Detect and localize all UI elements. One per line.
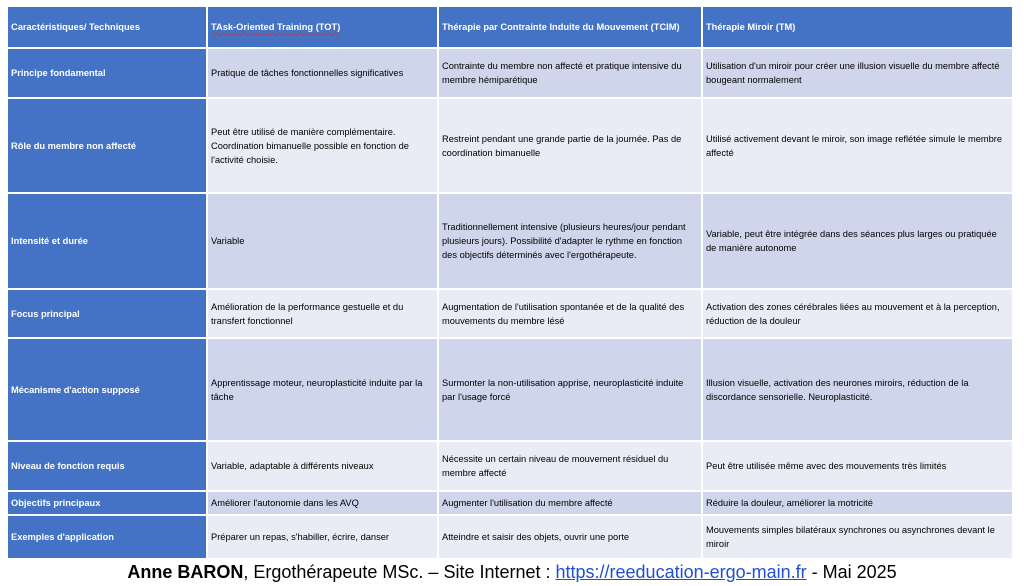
cell-tcim: Augmentation de l'utilisation spontanée et de la qualité des mouvements du membre lésé: [438, 289, 702, 338]
cell-tot: Variable, adaptable à différents niveaux: [207, 441, 438, 491]
cell-tcim: Contrainte du membre non affecté et pratique intensive du membre hémiparétique: [438, 48, 702, 98]
footer-author: Anne BARON: [127, 562, 244, 582]
row-label: Focus principal: [7, 289, 207, 338]
cell-tcim: Restreint pendant une grande partie de la journée. Pas de coordination bimanuelle: [438, 98, 702, 193]
header-characteristics: Caractéristiques/ Techniques: [7, 6, 207, 48]
cell-tcim: Surmonter la non-utilisation apprise, neuroplasticité induite par l'usage forcé: [438, 338, 702, 441]
header-row: [7, 6, 1013, 48]
footer-website-link[interactable]: https://reeducation-ergo-main.fr: [555, 562, 807, 582]
cell-tot: Amélioration de la performance gestuelle et du transfert fonctionnel: [207, 289, 438, 338]
cell-tm: Activation des zones cérébrales liées au mouvement et à la perception, réduction de la douleur: [702, 289, 1013, 338]
table-row: [7, 515, 1013, 559]
comparison-table: [6, 5, 1014, 560]
comparison-table-container: [6, 5, 1012, 560]
table-row: [7, 441, 1013, 491]
cell-tm: Réduire la douleur, améliorer la motricité: [702, 491, 1013, 515]
cell-tot: Peut être utilisé de manière complémentaire. Coordination bimanuelle possible en fonction de l'activité choisie.: [207, 98, 438, 193]
cell-tcim: Traditionnellement intensive (plusieurs heures/jour pendant plusieurs jours). Possibilité d'adapter le rythme en fonction des objectifs déterminés avec l'ergothérapeute.: [438, 193, 702, 289]
cell-tot: Pratique de tâches fonctionnelles significatives: [207, 48, 438, 98]
cell-tcim: Augmenter l'utilisation du membre affecté: [438, 491, 702, 515]
row-label: Rôle du membre non affecté: [7, 98, 207, 193]
cell-tm: Utilisation d'un miroir pour créer une illusion visuelle du membre affecté bougeant normalement: [702, 48, 1013, 98]
table-row: [7, 289, 1013, 338]
cell-tot: Variable: [207, 193, 438, 289]
row-label: Mécanisme d'action supposé: [7, 338, 207, 441]
table-row: [7, 98, 1013, 193]
row-label: Principe fondamental: [7, 48, 207, 98]
cell-tot: Apprentissage moteur, neuroplasticité induite par la tâche: [207, 338, 438, 441]
row-label: Niveau de fonction requis: [7, 441, 207, 491]
row-label: Objectifs principaux: [7, 491, 207, 515]
header-tcim: Thérapie par Contrainte Induite du Mouvement (TCIM): [438, 6, 702, 48]
table-row: [7, 491, 1013, 515]
header-tm: Thérapie Miroir (TM): [702, 6, 1013, 48]
cell-tcim: Atteindre et saisir des objets, ouvrir une porte: [438, 515, 702, 559]
footer-date: - Mai 2025: [806, 562, 897, 582]
header-tot: TAsk-Oriented Training (TOT): [207, 6, 438, 48]
cell-tm: Utilisé activement devant le miroir, son image reflétée simule le membre affecté: [702, 98, 1013, 193]
table-row: [7, 48, 1013, 98]
cell-tm: Peut être utilisée même avec des mouvements très limités: [702, 441, 1013, 491]
row-label: Exemples d'application: [7, 515, 207, 559]
cell-tot: Préparer un repas, s'habiller, écrire, danser: [207, 515, 438, 559]
footer-role: , Ergothérapeute MSc. – Site Internet :: [243, 562, 556, 582]
table-row: [7, 193, 1013, 289]
cell-tm: Variable, peut être intégrée dans des séances plus larges ou pratiquée de manière autonome: [702, 193, 1013, 289]
cell-tm: Illusion visuelle, activation des neurones miroirs, réduction de la discordance sensorielle. Neuroplasticité.: [702, 338, 1013, 441]
cell-tot: Améliorer l'autonomie dans les AVQ: [207, 491, 438, 515]
cell-tcim: Nécessite un certain niveau de mouvement résiduel du membre affecté: [438, 441, 702, 491]
table-row: [7, 338, 1013, 441]
cell-tm: Mouvements simples bilatéraux synchrones ou asynchrones devant le miroir: [702, 515, 1013, 559]
row-label: Intensité et durée: [7, 193, 207, 289]
footer-credit: [0, 560, 1024, 584]
